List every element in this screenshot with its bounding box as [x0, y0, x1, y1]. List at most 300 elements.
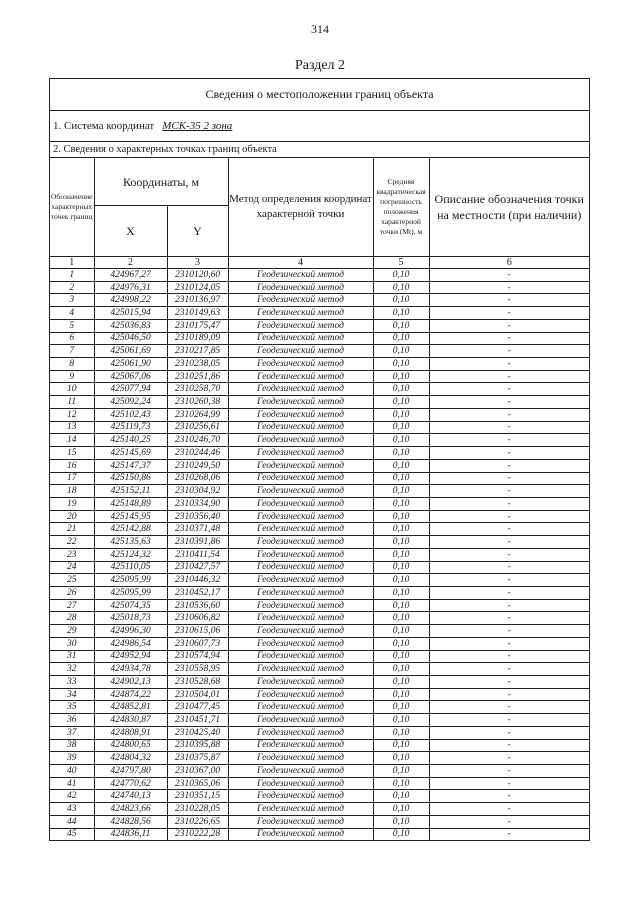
- accuracy-cell: 0,10: [373, 714, 429, 727]
- accuracy-cell: 0,10: [373, 739, 429, 752]
- column-number: 6: [429, 257, 589, 269]
- description-cell: -: [429, 574, 589, 587]
- point-number-cell: 37: [50, 726, 94, 739]
- table-row: [50, 307, 589, 320]
- description-cell: -: [429, 358, 589, 371]
- coordinate-system-value: МСК-35 2 зона: [162, 120, 233, 132]
- method-cell: Геодезический метод: [228, 358, 373, 371]
- y-coordinate-cell: 2310268,06: [167, 472, 228, 485]
- accuracy-cell: 0,10: [373, 434, 429, 447]
- description-cell: -: [429, 345, 589, 358]
- table-row: [50, 714, 589, 727]
- y-coordinate-cell: 2310304,92: [167, 485, 228, 498]
- table-row: [50, 408, 589, 421]
- accuracy-cell: 0,10: [373, 574, 429, 587]
- table-row: [50, 523, 589, 536]
- x-coordinate-cell: 425145,69: [94, 447, 167, 460]
- y-coordinate-cell: 2310558,95: [167, 663, 228, 676]
- table-row: [50, 612, 589, 625]
- method-cell: Геодезический метод: [228, 777, 373, 790]
- x-coordinate-cell: 424996,30: [94, 625, 167, 638]
- table-row: [50, 765, 589, 778]
- table-row: [50, 358, 589, 371]
- accuracy-cell: 0,10: [373, 370, 429, 383]
- y-coordinate-cell: 2310371,48: [167, 523, 228, 536]
- method-cell: Геодезический метод: [228, 574, 373, 587]
- table-row: [50, 421, 589, 434]
- x-coordinate-cell: 425102,43: [94, 408, 167, 421]
- method-cell: Геодезический метод: [228, 370, 373, 383]
- description-cell: -: [429, 319, 589, 332]
- accuracy-cell: 0,10: [373, 485, 429, 498]
- table-row: [50, 637, 589, 650]
- x-coordinate-cell: 425077,94: [94, 383, 167, 396]
- accuracy-cell: 0,10: [373, 637, 429, 650]
- point-number-cell: 30: [50, 637, 94, 650]
- table-row: [50, 548, 589, 561]
- x-coordinate-cell: 424967,27: [94, 269, 167, 282]
- y-coordinate-cell: 2310574,94: [167, 650, 228, 663]
- x-coordinate-cell: 425095,99: [94, 574, 167, 587]
- point-number-cell: 11: [50, 396, 94, 409]
- y-coordinate-cell: 2310251,86: [167, 370, 228, 383]
- point-number-cell: 12: [50, 408, 94, 421]
- y-coordinate-cell: 2310217,85: [167, 345, 228, 358]
- description-cell: -: [429, 676, 589, 689]
- point-number-cell: 24: [50, 561, 94, 574]
- table-row: [50, 574, 589, 587]
- table-row: [50, 676, 589, 689]
- method-cell: Геодезический метод: [228, 599, 373, 612]
- y-coordinate-cell: 2310446,32: [167, 574, 228, 587]
- y-coordinate-cell: 2310136,97: [167, 294, 228, 307]
- point-number-cell: 38: [50, 739, 94, 752]
- y-coordinate-cell: 2310222,28: [167, 828, 228, 840]
- boundary-info-frame: [49, 78, 590, 841]
- method-cell: Геодезический метод: [228, 281, 373, 294]
- accuracy-cell: 0,10: [373, 765, 429, 778]
- accuracy-cell: 0,10: [373, 510, 429, 523]
- description-cell: -: [429, 447, 589, 460]
- description-cell: -: [429, 370, 589, 383]
- method-cell: Геодезический метод: [228, 688, 373, 701]
- accuracy-cell: 0,10: [373, 319, 429, 332]
- table-row: [50, 688, 589, 701]
- y-coordinate-cell: 2310356,40: [167, 510, 228, 523]
- accuracy-cell: 0,10: [373, 561, 429, 574]
- point-number-cell: 5: [50, 319, 94, 332]
- x-coordinate-cell: 424808,91: [94, 726, 167, 739]
- point-number-cell: 42: [50, 790, 94, 803]
- x-coordinate-cell: 424740,13: [94, 790, 167, 803]
- table-row: [50, 625, 589, 638]
- description-cell: -: [429, 739, 589, 752]
- point-number-cell: 27: [50, 599, 94, 612]
- accuracy-cell: 0,10: [373, 396, 429, 409]
- point-number-cell: 4: [50, 307, 94, 320]
- point-number-cell: 15: [50, 447, 94, 460]
- table-row: [50, 803, 589, 816]
- x-coordinate-cell: 425135,63: [94, 536, 167, 549]
- y-coordinate-cell: 2310504,01: [167, 688, 228, 701]
- method-cell: Геодезический метод: [228, 790, 373, 803]
- point-number-cell: 10: [50, 383, 94, 396]
- description-cell: -: [429, 599, 589, 612]
- column-number: 2: [94, 257, 167, 269]
- y-coordinate-cell: 2310244,46: [167, 447, 228, 460]
- page-number: 314: [311, 22, 329, 36]
- description-cell: -: [429, 332, 589, 345]
- point-number-cell: 31: [50, 650, 94, 663]
- point-number-cell: 3: [50, 294, 94, 307]
- x-coordinate-cell: 424836,11: [94, 828, 167, 840]
- method-cell: Геодезический метод: [228, 307, 373, 320]
- y-coordinate-cell: 2310375,87: [167, 752, 228, 765]
- header-x: X: [94, 206, 167, 257]
- method-cell: Геодезический метод: [228, 332, 373, 345]
- table-row: [50, 599, 589, 612]
- accuracy-cell: 0,10: [373, 586, 429, 599]
- point-number-cell: 39: [50, 752, 94, 765]
- method-cell: Геодезический метод: [228, 765, 373, 778]
- y-coordinate-cell: 2310124,05: [167, 281, 228, 294]
- header-y: Y: [167, 206, 228, 257]
- y-coordinate-cell: 2310477,45: [167, 701, 228, 714]
- point-number-cell: 20: [50, 510, 94, 523]
- description-cell: -: [429, 497, 589, 510]
- method-cell: Геодезический метод: [228, 447, 373, 460]
- accuracy-cell: 0,10: [373, 497, 429, 510]
- description-cell: -: [429, 536, 589, 549]
- y-coordinate-cell: 2310427,57: [167, 561, 228, 574]
- accuracy-cell: 0,10: [373, 307, 429, 320]
- y-coordinate-cell: 2310260,38: [167, 396, 228, 409]
- point-number-cell: 16: [50, 459, 94, 472]
- point-number-cell: 35: [50, 701, 94, 714]
- x-coordinate-cell: 425150,86: [94, 472, 167, 485]
- table-row: [50, 650, 589, 663]
- point-number-cell: 23: [50, 548, 94, 561]
- accuracy-cell: 0,10: [373, 332, 429, 345]
- point-number-cell: 41: [50, 777, 94, 790]
- accuracy-cell: 0,10: [373, 472, 429, 485]
- y-coordinate-cell: 2310258,70: [167, 383, 228, 396]
- column-numbers-row: [50, 257, 589, 269]
- x-coordinate-cell: 424934,78: [94, 663, 167, 676]
- description-cell: -: [429, 612, 589, 625]
- x-coordinate-cell: 424852,81: [94, 701, 167, 714]
- description-cell: -: [429, 434, 589, 447]
- method-cell: Геодезический метод: [228, 472, 373, 485]
- accuracy-cell: 0,10: [373, 777, 429, 790]
- x-coordinate-cell: 424800,65: [94, 739, 167, 752]
- description-cell: -: [429, 485, 589, 498]
- accuracy-cell: 0,10: [373, 281, 429, 294]
- description-cell: -: [429, 510, 589, 523]
- accuracy-cell: 0,10: [373, 803, 429, 816]
- table-row: [50, 536, 589, 549]
- section-title: Раздел 2: [294, 58, 346, 73]
- x-coordinate-cell: 425147,37: [94, 459, 167, 472]
- y-coordinate-cell: 2310238,05: [167, 358, 228, 371]
- point-number-cell: 21: [50, 523, 94, 536]
- points-rows: [50, 269, 589, 841]
- x-coordinate-cell: 424874,22: [94, 688, 167, 701]
- y-coordinate-cell: 2310351,15: [167, 790, 228, 803]
- method-cell: Геодезический метод: [228, 650, 373, 663]
- accuracy-cell: 0,10: [373, 536, 429, 549]
- description-cell: -: [429, 421, 589, 434]
- method-cell: Геодезический метод: [228, 408, 373, 421]
- method-cell: Геодезический метод: [228, 828, 373, 840]
- x-coordinate-cell: 425095,99: [94, 586, 167, 599]
- accuracy-cell: 0,10: [373, 599, 429, 612]
- point-number-cell: 9: [50, 370, 94, 383]
- table-row: [50, 345, 589, 358]
- table-row: [50, 319, 589, 332]
- point-number-cell: 19: [50, 497, 94, 510]
- point-number-cell: 1: [50, 269, 94, 282]
- accuracy-cell: 0,10: [373, 612, 429, 625]
- y-coordinate-cell: 2310606,82: [167, 612, 228, 625]
- accuracy-cell: 0,10: [373, 676, 429, 689]
- accuracy-cell: 0,10: [373, 269, 429, 282]
- accuracy-cell: 0,10: [373, 625, 429, 638]
- table-row: [50, 485, 589, 498]
- x-coordinate-cell: 425067,06: [94, 370, 167, 383]
- method-cell: Геодезический метод: [228, 523, 373, 536]
- y-coordinate-cell: 2310256,61: [167, 421, 228, 434]
- description-cell: -: [429, 637, 589, 650]
- y-coordinate-cell: 2310425,40: [167, 726, 228, 739]
- table-row: [50, 726, 589, 739]
- table-row: [50, 777, 589, 790]
- point-number-cell: 25: [50, 574, 94, 587]
- y-coordinate-cell: 2310451,71: [167, 714, 228, 727]
- point-number-cell: 43: [50, 803, 94, 816]
- table-row: [50, 472, 589, 485]
- y-coordinate-cell: 2310189,09: [167, 332, 228, 345]
- description-cell: -: [429, 561, 589, 574]
- x-coordinate-cell: 425061,69: [94, 345, 167, 358]
- description-cell: -: [429, 803, 589, 816]
- accuracy-cell: 0,10: [373, 523, 429, 536]
- method-cell: Геодезический метод: [228, 803, 373, 816]
- point-number-cell: 44: [50, 815, 94, 828]
- method-cell: Геодезический метод: [228, 434, 373, 447]
- x-coordinate-cell: 425119,73: [94, 421, 167, 434]
- description-cell: -: [429, 523, 589, 536]
- point-number-cell: 22: [50, 536, 94, 549]
- y-coordinate-cell: 2310395,88: [167, 739, 228, 752]
- method-cell: Геодезический метод: [228, 396, 373, 409]
- y-coordinate-cell: 2310334,90: [167, 497, 228, 510]
- method-cell: Геодезический метод: [228, 815, 373, 828]
- y-coordinate-cell: 2310175,47: [167, 319, 228, 332]
- description-cell: -: [429, 726, 589, 739]
- y-coordinate-cell: 2310226,65: [167, 815, 228, 828]
- description-cell: -: [429, 586, 589, 599]
- method-cell: Геодезический метод: [228, 269, 373, 282]
- x-coordinate-cell: 424998,22: [94, 294, 167, 307]
- method-cell: Геодезический метод: [228, 485, 373, 498]
- method-cell: Геодезический метод: [228, 714, 373, 727]
- y-coordinate-cell: 2310615,06: [167, 625, 228, 638]
- accuracy-cell: 0,10: [373, 815, 429, 828]
- method-cell: Геодезический метод: [228, 663, 373, 676]
- x-coordinate-cell: 424952,94: [94, 650, 167, 663]
- method-cell: Геодезический метод: [228, 586, 373, 599]
- table-row: [50, 269, 589, 282]
- point-number-cell: 40: [50, 765, 94, 778]
- table-row: [50, 752, 589, 765]
- description-cell: -: [429, 548, 589, 561]
- x-coordinate-cell: 425036,83: [94, 319, 167, 332]
- method-cell: Геодезический метод: [228, 383, 373, 396]
- description-cell: -: [429, 688, 589, 701]
- table-row: [50, 383, 589, 396]
- method-cell: Геодезический метод: [228, 294, 373, 307]
- accuracy-cell: 0,10: [373, 752, 429, 765]
- accuracy-cell: 0,10: [373, 408, 429, 421]
- method-cell: Геодезический метод: [228, 561, 373, 574]
- x-coordinate-cell: 425110,05: [94, 561, 167, 574]
- x-coordinate-cell: 425015,94: [94, 307, 167, 320]
- point-number-cell: 18: [50, 485, 94, 498]
- x-coordinate-cell: 425140,25: [94, 434, 167, 447]
- method-cell: Геодезический метод: [228, 319, 373, 332]
- column-number: 4: [228, 257, 373, 269]
- description-cell: -: [429, 650, 589, 663]
- table-banner: Сведения о местоположении границ объекта: [50, 79, 589, 111]
- description-cell: -: [429, 269, 589, 282]
- table-row: [50, 281, 589, 294]
- x-coordinate-cell: 424828,56: [94, 815, 167, 828]
- x-coordinate-cell: 425046,50: [94, 332, 167, 345]
- table-row: [50, 396, 589, 409]
- x-coordinate-cell: 425148,89: [94, 497, 167, 510]
- x-coordinate-cell: 425142,88: [94, 523, 167, 536]
- table-row: [50, 459, 589, 472]
- description-cell: -: [429, 828, 589, 840]
- y-coordinate-cell: 2310411,54: [167, 548, 228, 561]
- x-coordinate-cell: 425152,11: [94, 485, 167, 498]
- x-coordinate-cell: 424823,66: [94, 803, 167, 816]
- accuracy-cell: 0,10: [373, 383, 429, 396]
- header-method: Метод определения координат характерной точки: [228, 158, 373, 257]
- description-cell: -: [429, 765, 589, 778]
- x-coordinate-cell: 425061,90: [94, 358, 167, 371]
- header-coordinates: Координаты, м: [94, 158, 228, 206]
- point-number-cell: 14: [50, 434, 94, 447]
- description-cell: -: [429, 815, 589, 828]
- point-number-cell: 33: [50, 676, 94, 689]
- accuracy-cell: 0,10: [373, 447, 429, 460]
- table-row: [50, 815, 589, 828]
- description-cell: -: [429, 752, 589, 765]
- header-accuracy: Средняя квадратическая погрешность положения характерной точки (Mt), м: [373, 158, 429, 257]
- column-number: 5: [373, 257, 429, 269]
- table-row: [50, 497, 589, 510]
- accuracy-cell: 0,10: [373, 790, 429, 803]
- table-row: [50, 294, 589, 307]
- x-coordinate-cell: 424976,31: [94, 281, 167, 294]
- description-cell: -: [429, 383, 589, 396]
- table-row: [50, 739, 589, 752]
- x-coordinate-cell: 424902,13: [94, 676, 167, 689]
- accuracy-cell: 0,10: [373, 459, 429, 472]
- accuracy-cell: 0,10: [373, 663, 429, 676]
- table-row: [50, 663, 589, 676]
- method-cell: Геодезический метод: [228, 345, 373, 358]
- accuracy-cell: 0,10: [373, 701, 429, 714]
- point-number-cell: 45: [50, 828, 94, 840]
- column-number: 1: [50, 257, 94, 269]
- x-coordinate-cell: 424770,62: [94, 777, 167, 790]
- y-coordinate-cell: 2310249,50: [167, 459, 228, 472]
- accuracy-cell: 0,10: [373, 688, 429, 701]
- description-cell: -: [429, 396, 589, 409]
- points-table: [50, 157, 589, 840]
- point-number-cell: 8: [50, 358, 94, 371]
- point-number-cell: 29: [50, 625, 94, 638]
- table-row: [50, 510, 589, 523]
- x-coordinate-cell: 425092,24: [94, 396, 167, 409]
- x-coordinate-cell: 425018,73: [94, 612, 167, 625]
- point-number-cell: 34: [50, 688, 94, 701]
- method-cell: Геодезический метод: [228, 536, 373, 549]
- table-row: [50, 790, 589, 803]
- accuracy-cell: 0,10: [373, 345, 429, 358]
- method-cell: Геодезический метод: [228, 726, 373, 739]
- method-cell: Геодезический метод: [228, 510, 373, 523]
- description-cell: -: [429, 790, 589, 803]
- description-cell: -: [429, 663, 589, 676]
- table-row: [50, 434, 589, 447]
- coordinate-system-row: [50, 111, 589, 142]
- x-coordinate-cell: 424986,54: [94, 637, 167, 650]
- y-coordinate-cell: 2310607,73: [167, 637, 228, 650]
- x-coordinate-cell: 425124,32: [94, 548, 167, 561]
- description-cell: -: [429, 281, 589, 294]
- y-coordinate-cell: 2310452,17: [167, 586, 228, 599]
- method-cell: Геодезический метод: [228, 676, 373, 689]
- accuracy-cell: 0,10: [373, 358, 429, 371]
- method-cell: Геодезический метод: [228, 459, 373, 472]
- point-number-cell: 28: [50, 612, 94, 625]
- x-coordinate-cell: 425145,95: [94, 510, 167, 523]
- table-row: [50, 370, 589, 383]
- point-number-cell: 6: [50, 332, 94, 345]
- column-number: 3: [167, 257, 228, 269]
- point-number-cell: 36: [50, 714, 94, 727]
- x-coordinate-cell: 424830,87: [94, 714, 167, 727]
- description-cell: -: [429, 408, 589, 421]
- table-row: [50, 561, 589, 574]
- description-cell: -: [429, 294, 589, 307]
- y-coordinate-cell: 2310246,70: [167, 434, 228, 447]
- header-description: Описание обозначения точки на местности (при наличии): [429, 158, 589, 257]
- y-coordinate-cell: 2310264,99: [167, 408, 228, 421]
- y-coordinate-cell: 2310149,63: [167, 307, 228, 320]
- point-number-cell: 32: [50, 663, 94, 676]
- point-number-cell: 26: [50, 586, 94, 599]
- table-row: [50, 828, 589, 840]
- y-coordinate-cell: 2310391,86: [167, 536, 228, 549]
- point-number-cell: 13: [50, 421, 94, 434]
- table-row: [50, 332, 589, 345]
- description-cell: -: [429, 472, 589, 485]
